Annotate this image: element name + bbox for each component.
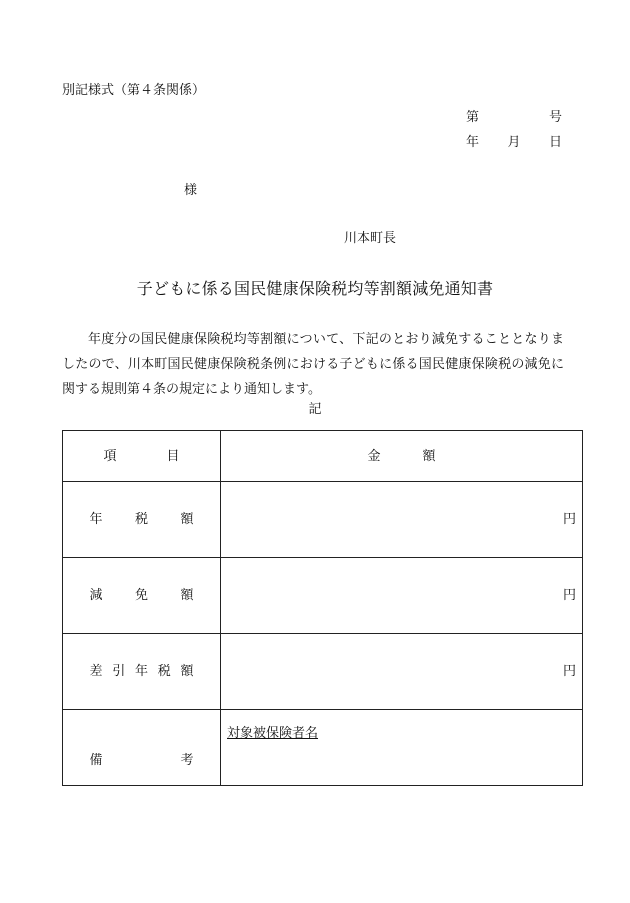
table-header-row [63, 431, 583, 482]
row-label-char: 額 [180, 512, 194, 527]
yen-unit: 円 [562, 664, 576, 679]
header-item-char: 項 [103, 448, 117, 464]
row-label-char: 差 [89, 664, 103, 679]
remarks-label-char: 考 [180, 753, 194, 768]
date-year-label: 年 [466, 135, 480, 150]
remarks-label-char: 備 [89, 753, 103, 768]
header-item-char: 目 [166, 448, 180, 464]
row-label-char: 引 [112, 664, 126, 679]
reduction-amount-cell [221, 558, 583, 634]
amount-table [62, 430, 583, 786]
insured-person-name-label: 対象被保険者名 [227, 726, 319, 741]
remarks-label-cell [63, 710, 221, 786]
net-tax-amount-cell [221, 634, 583, 710]
yen-unit: 円 [562, 588, 576, 603]
body-paragraph: 年度分の国民健康保険税均等割額について、下記のとおり減免することとなりましたので、川本町国民健康保険税条例における子どもに係る国民健康保険税の減免に関する規則第４条の規定により通知します。 [62, 332, 564, 397]
document-title: 子どもに係る国民健康保険税均等割額減免通知書 [136, 279, 494, 298]
header-amount-char: 額 [422, 448, 436, 464]
row-label-cell [63, 482, 221, 558]
date-month-label: 月 [507, 135, 521, 150]
row-label-char: 額 [180, 664, 194, 679]
row-label-char: 減 [89, 588, 103, 603]
row-label-char: 年 [89, 512, 103, 527]
form-reference: 別記様式（第４条関係） [62, 83, 206, 98]
table-row-annual-tax [63, 482, 583, 558]
date-line [466, 136, 562, 149]
remarks-cell [221, 710, 583, 786]
header-item-cell [63, 431, 221, 482]
date-day-label: 日 [548, 135, 562, 150]
row-label-char: 税 [157, 664, 171, 679]
table-row-reduction [63, 558, 583, 634]
row-label-char: 額 [180, 588, 194, 603]
row-label-char: 年 [134, 664, 148, 679]
document-number-line [466, 111, 562, 124]
addressee-suffix: 様 [184, 183, 198, 198]
issuer-name: 川本町長 [344, 231, 397, 246]
yen-unit: 円 [562, 512, 576, 527]
row-label-cell [63, 634, 221, 710]
row-label-cell [63, 558, 221, 634]
annual-tax-amount-cell [221, 482, 583, 558]
header-amount-cell [221, 431, 583, 482]
ki-label: 記 [308, 402, 322, 417]
header-amount-char: 金 [367, 448, 381, 464]
row-label-char: 税 [134, 512, 148, 527]
table-row-remarks [63, 710, 583, 786]
table-row-net-tax [63, 634, 583, 710]
number-suffix: 号 [548, 110, 562, 125]
number-prefix: 第 [466, 110, 480, 125]
row-label-char: 免 [134, 588, 148, 603]
